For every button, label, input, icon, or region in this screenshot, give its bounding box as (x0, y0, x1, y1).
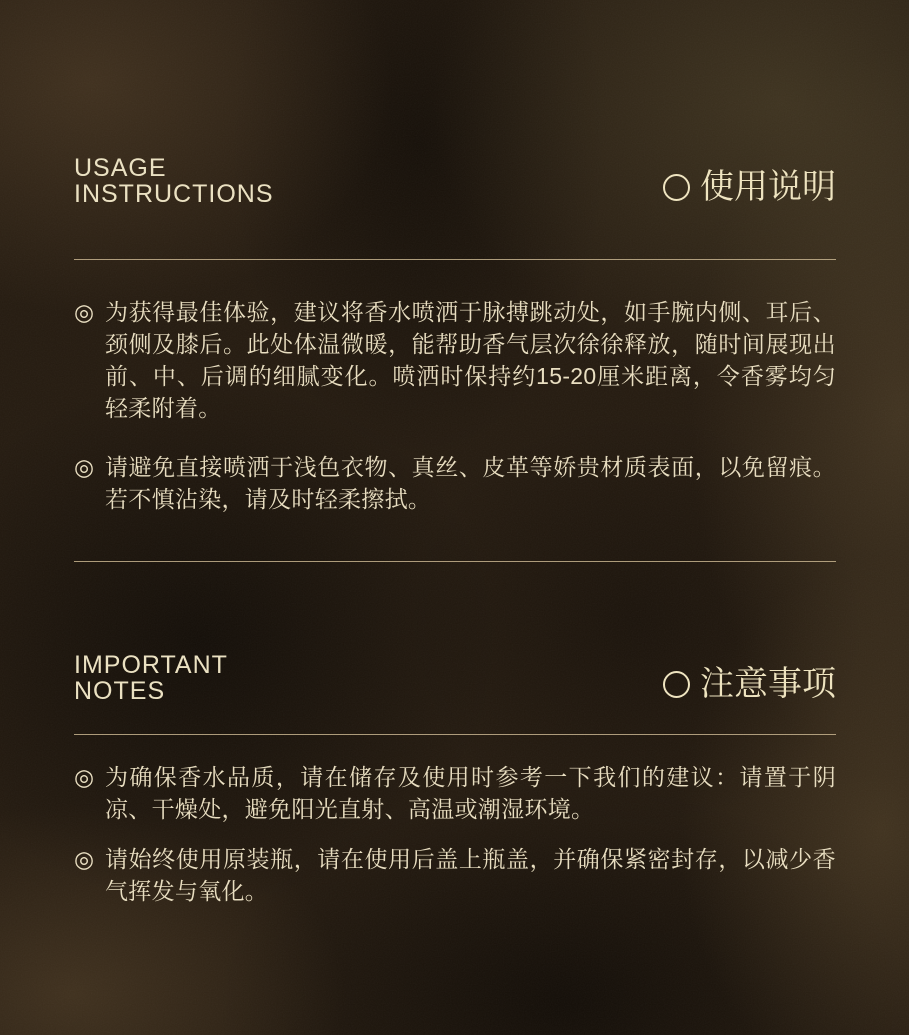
section-title-zh-text: 使用说明 (700, 168, 836, 206)
section-title-zh (663, 667, 836, 704)
circle-outline-icon (663, 174, 690, 201)
divider (74, 561, 836, 562)
section-usage-header (74, 155, 836, 207)
bullseye-icon: ◎ (74, 764, 95, 790)
section-title-zh-text: 注意事项 (700, 665, 836, 703)
circle-outline-icon (663, 671, 690, 698)
divider (74, 734, 836, 735)
section-title-en-line2: NOTES (74, 677, 166, 705)
section-title-en (74, 652, 228, 704)
bullseye-icon: ◎ (74, 299, 95, 325)
divider (74, 259, 836, 260)
bullseye-icon: ◎ (74, 846, 95, 872)
section-title-en (74, 155, 274, 207)
list-item (74, 451, 836, 515)
bullseye-icon: ◎ (74, 454, 95, 480)
list-item (74, 761, 836, 825)
section-notes-header (74, 652, 836, 704)
section-title-en-line2: INSTRUCTIONS (74, 180, 274, 208)
section-title-en-line1: USAGE (74, 154, 167, 182)
instruction-text: 请避免直接喷洒于浅色衣物、真丝、皮革等娇贵材质表面，以免留痕。若不慎沾染，请及时轻柔擦拭。 (105, 454, 836, 512)
instruction-text: 为获得最佳体验，建议将香水喷洒于脉搏跳动处，如手腕内侧、耳后、颈侧及膝后。此处体温微暖，能帮助香气层次徐徐释放，随时间展现出前、中、后调的细腻变化。喷洒时保持约15-20厘米距离，令香雾均匀轻柔附着。 (105, 299, 836, 421)
section-title-zh (663, 170, 836, 207)
note-text: 请始终使用原装瓶，请在使用后盖上瓶盖，并确保紧密封存，以减少香气挥发与氧化。 (105, 846, 836, 904)
list-item (74, 843, 836, 907)
section-title-en-line1: IMPORTANT (74, 651, 228, 679)
note-text: 为确保香水品质，请在储存及使用时参考一下我们的建议：请置于阴凉、干燥处，避免阳光直射、高温或潮湿环境。 (105, 764, 836, 822)
list-item (74, 296, 836, 424)
